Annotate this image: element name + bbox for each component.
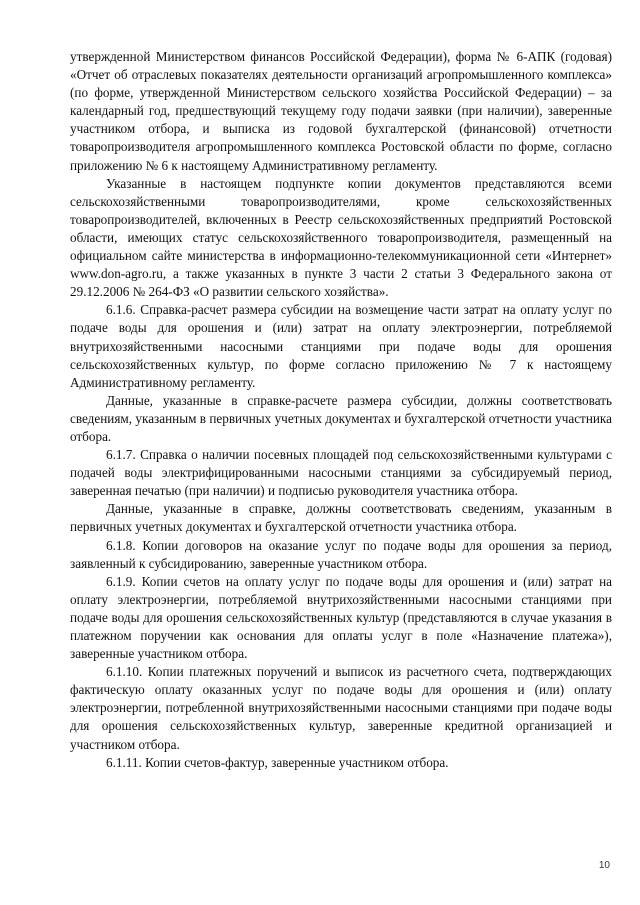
paragraph-6-1-6-data: Данные, указанные в справке-расчете размера субсидии, должны соответствовать сведениям, указанным в первичных учетных документах и бухгалтерской отчетности участника отбора. bbox=[70, 392, 612, 444]
paragraph-6-1-7: 6.1.7. Справка о наличии посевных площадей под сельскохозяйственными культурами с подачей воды электрифицированными насосными станциями за субсидируемый период, заверенная печатью (при наличии) и подписью руководителя участника отбора. bbox=[70, 447, 612, 499]
paragraph-6-1-6: 6.1.6. Справка-расчет размера субсидии на возмещение части затрат на оплату услуг по подаче воды для орошения и (или) затрат на оплату электроэнергии, потребляемой внутрихозяйственными насосными станциями при подаче воды для орошения сельскохозяйственных культур, по форме согласно приложению № 7 к настоящему Административному регламенту. bbox=[70, 302, 612, 390]
document-body bbox=[70, 48, 612, 772]
paragraph-continuation: утвержденной Министерством финансов Российской Федерации), форма № 6-АПК (годовая) «Отчет об отраслевых показателях деятельности организаций агропромышленного комплекса» (по форме, утвержденной Министерством сельского хозяйства Российской Федерации) – за календарный год, предшествующий текущему году подачи заявки (при наличии), заверенные участником отбора, и выписка из годовой бухгалтерской (финансовой) отчетности товаропроизводителя агропромышленного комплекса Ростовской области по форме, согласно приложению № 6 к настоящему Административному регламенту. bbox=[70, 49, 612, 173]
paragraph-6-1-10: 6.1.10. Копии платежных поручений и выписок из расчетного счета, подтверждающих фактическую оплату оказанных услуг по подаче воды для орошения и (или) оплату электроэнергии, потребленной внутрихозяйственными насосными станциями при подаче воды для орошения сельскохозяйственных культур, заверенные кредитной организацией и участником отбора. bbox=[70, 664, 612, 752]
paragraph-6-1-9: 6.1.9. Копии счетов на оплату услуг по подаче воды для орошения и (или) затрат на оплату электроэнергии, потребляемой внутрихозяйственными насосными станциями при подаче воды для орошения сельскохозяйственных культур (представляются в случае указания в платежном поручении как основания для оплаты услуг в поле «Назначение платежа»), заверенные участником отбора. bbox=[70, 573, 612, 662]
paragraph-6-1-7-data: Данные, указанные в справке, должны соответствовать сведениям, указанным в первичных учетных документах и бухгалтерской отчетности участника отбора. bbox=[70, 501, 612, 535]
paragraph-note: Указанные в настоящем подпункте копии документов представляются всеми сельскохозяйственными товаропроизводителями, кроме сельскохозяйственных товаропроизводителей, включенных в Реестр сельскохозяйственных предприятий Ростовской области, имеющих статус сельскохозяйственного товаропроизводителя, размещенный на официальном сайте министерства в информационно-телекоммуникационной сети «Интернет» www.don-agro.ru, а также указанных в пункте 3 части 2 статьи 3 Федерального закона от 29.12.2006 № 264-ФЗ «О развитии сельского хозяйства». bbox=[70, 175, 612, 300]
paragraph-6-1-8: 6.1.8. Копии договоров на оказание услуг по подаче воды для орошения за период, заявленный к субсидированию, заверенные участником отбора. bbox=[70, 537, 612, 571]
paragraph-6-1-11: 6.1.11. Копии счетов-фактур, заверенные участником отбора. bbox=[106, 754, 449, 770]
page-number: 10 bbox=[598, 860, 610, 871]
